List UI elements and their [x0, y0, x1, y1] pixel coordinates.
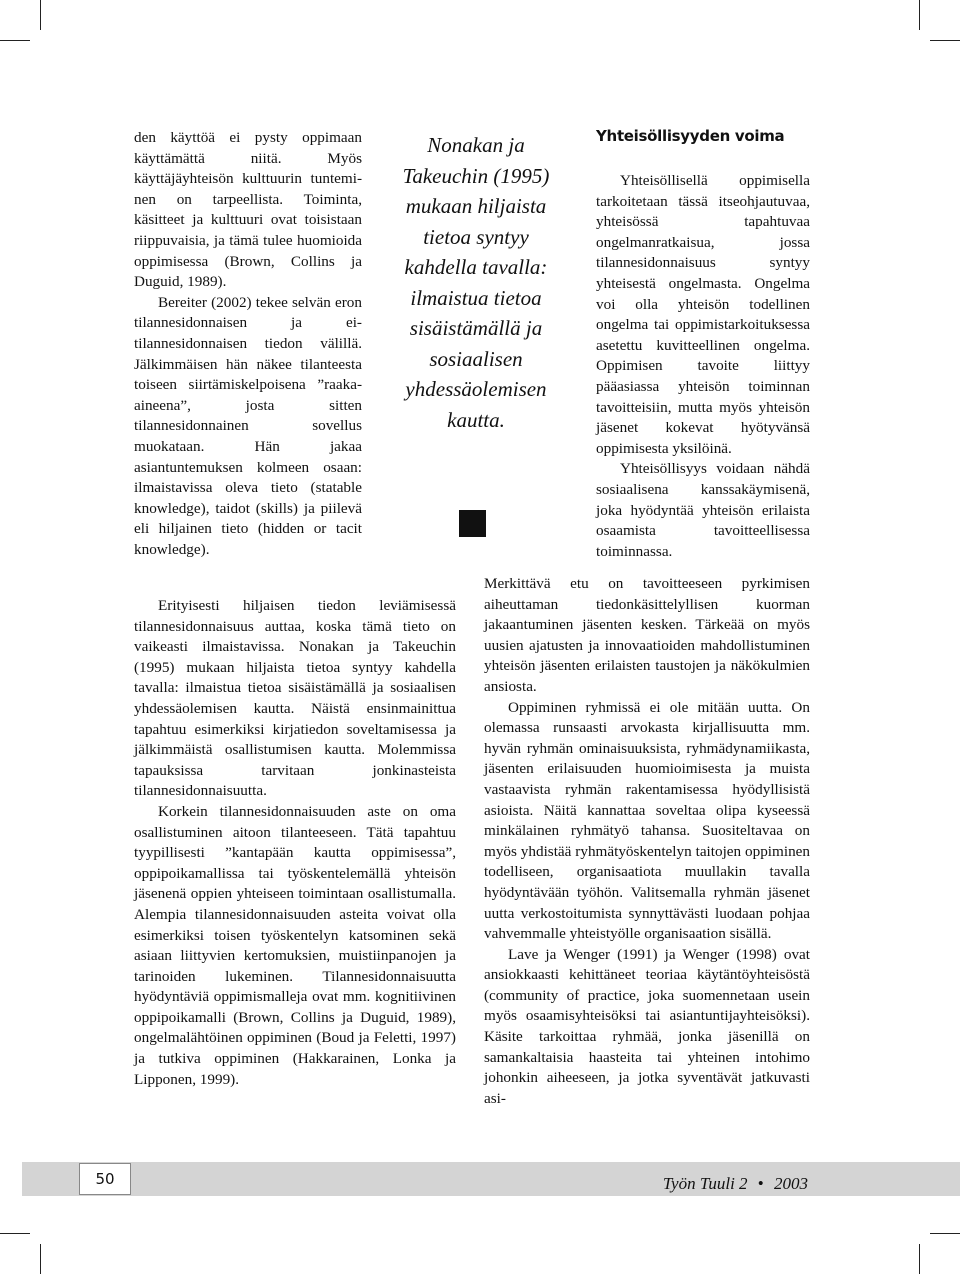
crop-mark: [40, 1244, 41, 1274]
section-heading: Yhteisöllisyyden voima: [596, 127, 785, 145]
body-paragraph: Lave ja Wenger (1991) ja Wenger (1998) ovat ansiokkaasti kehittäneet teoriaa käytäntöyhteisöstä (community of practice, joka suomennetaan usein myös osaamisyhteisöksi tai asiantuntijayhteisöksi). Käsite tarkoittaa ryhmää, jonka jäsenillä on samankaltaisia haasteita tai yhteinen intohimo johonkin aiheeseen, ja jotka syventävät jatkuvasti asi-: [484, 945, 810, 1107]
body-paragraph: Bereiter (2002) tekee selvän eron tilannesidonnaisen ja ei-tilannesidonnaisen tiedon välillä. Jälkimmäisen hän näkee tilanteesta toiseen siirtämiskelpoisena ”raaka-aineena”, josta sitten tilannesidonnainen sovellus muokataan. Hän jakaa asiantuntemuksen kolmeen osaan: ilmaistavissa oleva tieto (statable knowledge), taidot (skills) ja piilevä eli hiljainen tieto (hidden or tacit knowledge).: [134, 293, 362, 558]
page-number: 50: [79, 1163, 131, 1195]
separator-dot: •: [757, 1174, 764, 1193]
body-paragraph: Korkein tilannesidonnaisuuden aste on oma osallistuminen aitoon tilanteeseen. Tätä tapahtuu tyypillisesti ”kantapään kautta oppimisessa”, oppipoikamallissa tai työskentelemällä yhteisön jäsenenä oppien yhteiseen toimintaan osallistumalla. Alempia tilannesidonnaisuuden asteita voivat olla esimerkiksi toisen työskentelyn katsominen sekä asiaan liittyvien kertomuksien, muistiinpanojen ja tarinoiden lukeminen. Tilannesidonnaisuutta hyödyntäviä oppimismalleja ovat mm. kognitiivinen oppipoikamalli (Brown, Collins ja Duguid, 1989), ongelmalähtöinen oppiminen (Boud ja Feletti, 1997) ja tutkiva oppiminen (Hakkarainen, Lonka ja Lipponen, 1999).: [134, 802, 456, 1088]
crop-mark: [919, 1244, 920, 1274]
end-square-icon: [459, 510, 486, 537]
right-column-top: [596, 171, 810, 562]
right-column-bottom: [484, 574, 810, 1109]
footer-bar: [22, 1162, 960, 1196]
pull-quote-text: Nonakan ja Takeuchin (1995) mukaan hiljaista tietoa syntyy kahdella tavalla: ilmaistua tietoa sisäistämällä ja sosiaalisen yhdessäolemisen kautta.: [402, 133, 550, 432]
crop-mark: [0, 1233, 30, 1234]
crop-mark: [0, 40, 30, 41]
crop-mark: [930, 1233, 960, 1234]
left-column-bottom: [134, 596, 456, 1090]
pull-quote: [380, 130, 572, 435]
body-paragraph: Oppiminen ryhmissä ei ole mitään uutta. On olemassa runsaasti arvokasta kirjallisuutta mm. hyvän ryhmän ominaisuuksista, ryhmädynamiikasta, jäsenten erilaisuuden huomioimisesta ja muista vastaavista ryhmän rakentamisessa hyödyllisistä asioista. Näitä kannattaa soveltaa olipa kyseessä minkälainen ryhmätyö tahansa. Suositeltavaa on myös yhdistää ryhmätyöskentelyn taitojen oppiminen todelliseen, organisaatiota muullakin tavalla hyödyntävään työhön. Valitsemalla ryhmän jäsenet uutta verkostoitumista synnyttävästi luodaan pohjaa vahvemmalle yhteistyölle organisaation sisällä.: [484, 698, 810, 943]
crop-mark: [40, 0, 41, 30]
body-paragraph: den käyttöä ei pysty oppimaan käyttämättä niitä. Myös käyttäjäyhteisön kulttuurin tunteminen on tarpeellista. Toiminta, käsitteet ja kulttuuri ovat toisistaan riippuvaisia, ja tämä tulee huomioida oppimisessa (Brown, Collins ja Duguid, 1989).: [134, 129, 362, 291]
body-paragraph: Yhteisöllisellä oppimisella tarkoitetaan tässä itseohjautuvaa, yhteisössä tapahtuvaa ongelmanratkaisua, jossa tilannesidonnaisuus syntyy yhteisestä ongelmasta. Ongelma voi olla yhteisön todellinen ongelma tai oppimistarkoituksessa asetettu kuvitteellinen ongelma. Oppimisen tavoite liittyy pääasiassa yhteisön toiminnan tavoitteisiin, mutta myös yhteisön jäsenet kokevat hyötyvänsä oppimisesta yksilöinä.: [596, 172, 810, 457]
publication-name: Työn Tuuli: [662, 1174, 735, 1193]
year: 2003: [774, 1174, 808, 1193]
body-paragraph: Merkittävä etu on tavoitteeseen pyrkimisen aiheuttaman tiedonkäsittelyllisen kuorman jakaantuminen jäsenten kesken. Tärkeää on myös uusien ajatusten ja innovaatioiden mahdollistuminen yhteisön jäsenten erilaisten taustojen ja näkökulmien ansiosta.: [484, 575, 810, 695]
body-paragraph: Yhteisöllisyys voidaan nähdä sosiaalisena kanssakäymisenä, joka hyödyntää yhteisön erilaista osaamista tavoitteellisessa toiminnassa.: [596, 460, 810, 560]
footer-publication: [663, 1174, 808, 1194]
left-column-top: [134, 128, 362, 560]
issue-number: 2: [739, 1174, 748, 1193]
body-paragraph: Erityisesti hiljaisen tiedon leviämisessä tilannesidonnaisuus auttaa, koska tämä tieto on vaikeasti ilmaistavissa. Nonakan ja Takeuchin (1995) mukaan hiljaista tietoa syntyy kahdella tavalla: ilmaistua tietoa sisäistämällä ja sosiaalisen yhdessäolemisen kautta. Näistä ensinmainittua tapahtuu esimerkiksi kirjatiedon soveltamisessa ja jälkimmäistä osallistumisen kautta. Molemmissa tapauksissa tarvitaan jonkinasteista tilannesidonnaisuutta.: [134, 597, 456, 800]
crop-mark: [930, 40, 960, 41]
crop-mark: [919, 0, 920, 30]
